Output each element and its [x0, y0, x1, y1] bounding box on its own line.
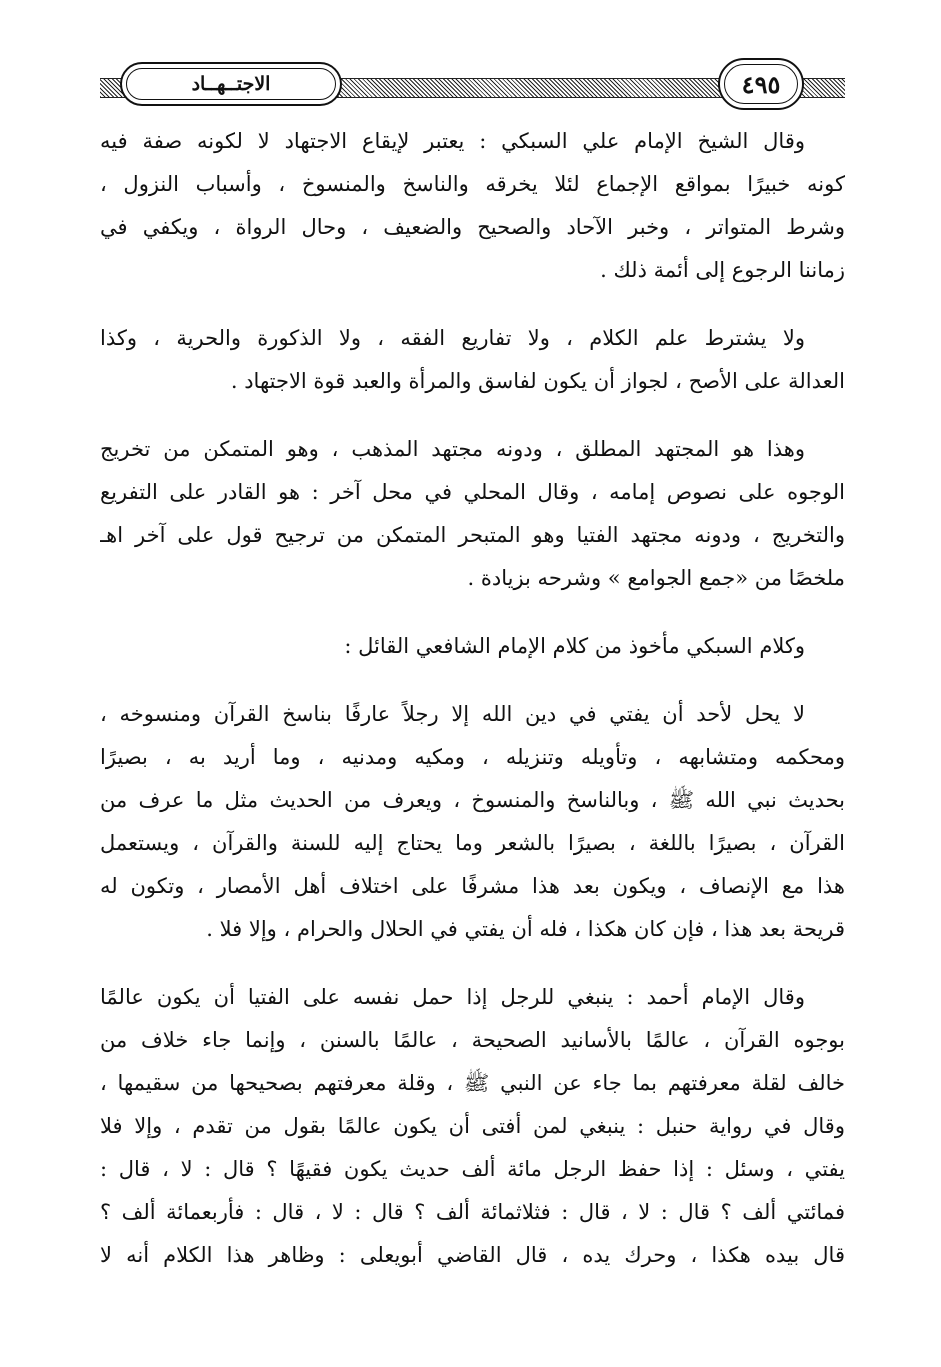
page-header — [100, 58, 845, 118]
text-line: ملخصًا من «جمع الجوامع » وشرحه بزيادة . — [467, 566, 845, 590]
text-line: قريحة بعد هذا ، فإن كان هكذا ، فله أن يفتي في الحلال والحرام ، وإلا فلا . — [206, 917, 845, 941]
text-line: لا يحل لأحد أن يفتي في دين الله إلا رجلاً عارفًا بناسخ القرآن ومنسوخه ، — [100, 702, 805, 726]
paragraph-1 — [100, 120, 845, 292]
paragraph-4 — [100, 625, 845, 668]
page-number — [718, 58, 804, 110]
text-line: وقال في رواية حنبل : ينبغي لمن أفتى أن يكون عالمًا بقول من تقدم ، وإلا فلا — [100, 1114, 845, 1138]
text-line: فمائتي ألف ؟ قال : لا ، قال : فثلاثمائة ألف ؟ قال : لا ، قال : فأربعمائة ألف ؟ — [100, 1200, 845, 1224]
text-line: وشرط المتواتر ، وخبر الآحاد والصحيح والضعيف ، وحال الرواة ، ويكفي في — [100, 215, 845, 239]
running-title-text: الاجتــهــاد — [191, 73, 271, 95]
paragraph-3 — [100, 428, 845, 600]
running-title — [120, 62, 342, 106]
text-line: ومحكمه ومتشابهه ، وتأويله وتنزيله ، ومكيه ومدنيه ، وما أريد به ، بصيرًا — [100, 745, 845, 769]
text-line: والتخريج ، ودونه مجتهد الفتيا وهو المتبحر المتمكن من ترجيح قول على آخر اهـ — [100, 523, 845, 547]
text-line: زماننا الرجوع إلى أئمة ذلك . — [600, 258, 845, 282]
text-line: الوجوه على نصوص إمامه ، وقال المحلي في محل آخر : هو القادر على التفريع — [100, 480, 845, 504]
text-line: يفتي ، وسئل : إذا حفظ الرجل مائة ألف حديث يكون فقيهًا ؟ قال : لا ، قال : — [100, 1157, 845, 1181]
text-line: قال بيده هكذا ، وحرك يده ، قال القاضي أبويعلى : وظاهر هذا الكلام أنه لا — [100, 1243, 845, 1267]
text-line: ولا يشترط علم الكلام ، ولا تفاريع الفقه ، ولا الذكورة والحرية ، وكذا — [100, 326, 805, 350]
body-text — [100, 120, 845, 1277]
text-line: العدالة على الأصح ، لجواز أن يكون لفاسق والمرأة والعبد قوة الاجتهاد . — [230, 369, 845, 393]
text-line: القرآن ، بصيرًا باللغة ، بصيرًا بالشعر وما يحتاج إليه للسنة والقرآن ، ويستعمل — [100, 831, 845, 855]
paragraph-6 — [100, 976, 845, 1277]
text-line: وهذا هو المجتهد المطلق ، ودونه مجتهد المذهب ، وهو المتمكن من تخريج — [100, 437, 805, 461]
page-number-text: ٤٩٥ — [741, 69, 781, 99]
paragraph-2 — [100, 317, 845, 403]
text-line: بوجوه القرآن ، عالمًا بالأسانيد الصحيحة ، عالمًا بالسنن ، وإنما جاء خلاف من — [100, 1028, 845, 1052]
text-line: وقال الشيخ الإمام علي السبكي : يعتبر لإيقاع الاجتهاد لا لكونه صفة فيه — [100, 129, 805, 153]
paragraph-5-quote — [100, 693, 845, 951]
text-line: هذا مع الإنصاف ، ويكون بعد هذا مشرفًا على اختلاف أهل الأمصار ، وتكون له — [100, 874, 845, 898]
text-line: وكلام السبكي مأخوذ من كلام الإمام الشافعي القائل : — [344, 634, 805, 658]
text-line: وقال الإمام أحمد : ينبغي للرجل إذا حمل نفسه على الفتيا أن يكون عالمًا — [100, 985, 805, 1009]
text-line: خالف لقلة معرفتهم بما جاء عن النبي ﷺ ، وقلة معرفتهم بصحيحها من سقيمها ، — [100, 1071, 845, 1095]
text-line: بحديث نبي الله ﷺ ، وبالناسخ والمنسوخ ، ويعرف من الحديث مثل ما عرف من — [100, 788, 845, 812]
text-line: كونه خبيرًا بمواقع الإجماع لئلا يخرقه والناسخ والمنسوخ ، وأسباب النزول ، — [100, 172, 845, 196]
